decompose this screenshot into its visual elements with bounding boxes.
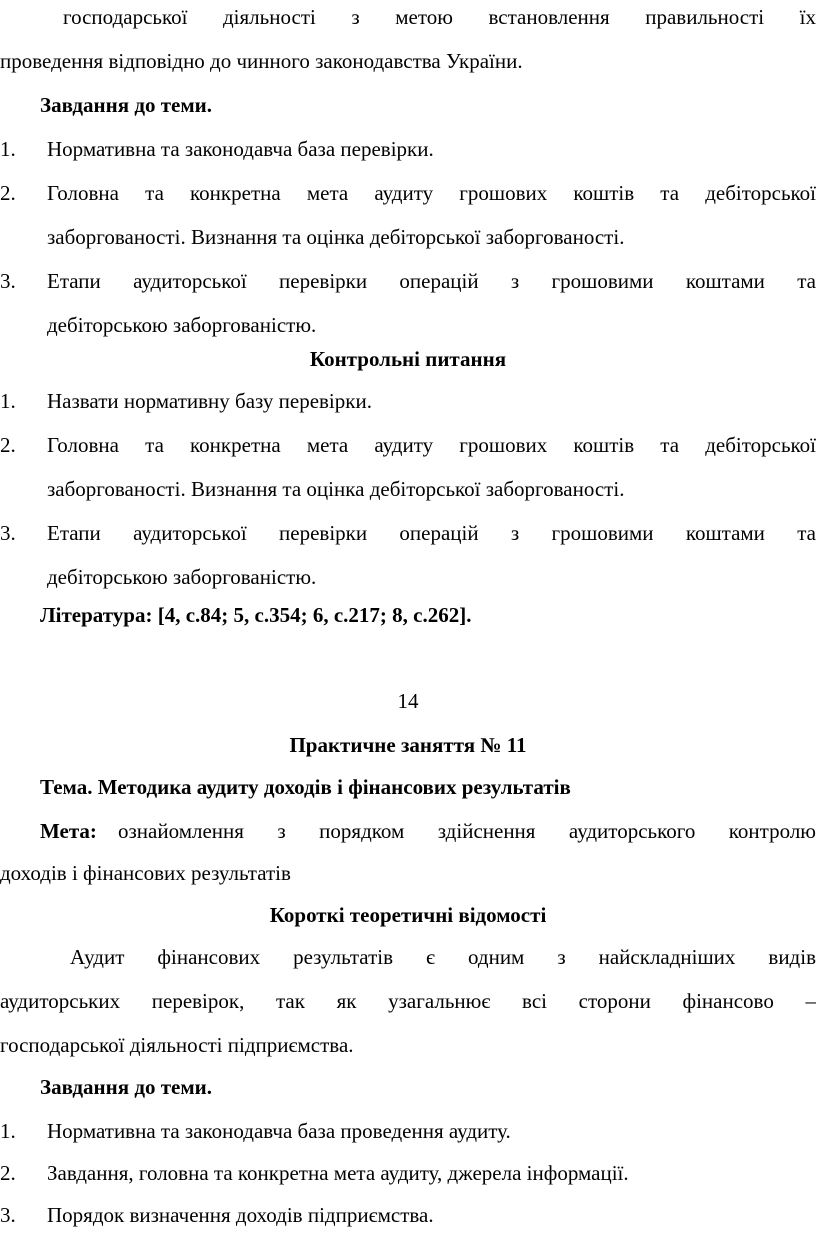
list-text: заборгованості. Визнання та оцінка дебіторської заборгованості. (47, 225, 625, 249)
list-number: 2. (0, 433, 16, 457)
tasks-heading: Завдання до теми. (40, 1075, 212, 1099)
list-item-continuation (0, 474, 816, 504)
paragraph-line: доходів і фінансових результатів (0, 861, 291, 885)
list-item (0, 386, 816, 416)
list-text: Головна та конкретна мета аудиту грошових коштів та дебіторської (47, 433, 816, 457)
goal-line (0, 816, 816, 846)
list-item (0, 178, 816, 208)
list-text: Завдання, головна та конкретна мета аудиту, джерела інформації. (47, 1161, 629, 1185)
list-item (0, 266, 816, 296)
list-item (0, 518, 816, 548)
control-heading: Контрольні питання (309, 347, 507, 371)
list-text: Порядок визначення доходів підприємства. (47, 1203, 434, 1227)
literature: Література: [4, с.84; 5, с.354; 6, с.217; 8, с.262]. (40, 603, 472, 627)
paragraph-line: аудиторських перевірок, так як узагальнює всі сторони фінансово – (0, 989, 816, 1013)
page-number: 14 (397, 689, 419, 713)
list-text: заборгованості. Визнання та оцінка дебіторської заборгованості. (47, 477, 625, 501)
list-text: дебіторською заборгованістю. (47, 565, 317, 589)
list-item (0, 1200, 816, 1230)
list-number: 1. (0, 1119, 16, 1143)
list-item-continuation (0, 222, 816, 252)
list-number: 2. (0, 1161, 16, 1185)
list-text: Назвати нормативну базу перевірки. (47, 389, 372, 413)
paragraph-line: господарської діяльності підприємства. (0, 1033, 354, 1057)
lesson-title: Практичне заняття № 11 (289, 733, 527, 757)
goal-text: ознайомлення з порядком здійснення аудиторського контролю (118, 819, 816, 843)
list-number: 3. (0, 521, 16, 545)
list-number: 3. (0, 269, 16, 293)
list-item (0, 134, 816, 164)
paragraph-line: Аудит фінансових результатів є одним з найскладніших видів (70, 945, 816, 969)
theory-heading: Короткі теоретичні відомості (269, 903, 547, 927)
list-text: Етапи аудиторської перевірки операцій з грошовими коштами та (47, 269, 816, 293)
paragraph-line: господарської діяльності з метою встановлення правильності їх (63, 5, 816, 29)
list-number: 2. (0, 181, 16, 205)
list-item-continuation (0, 310, 816, 340)
tasks-heading: Завдання до теми. (40, 93, 212, 117)
list-item-continuation (0, 562, 816, 592)
list-text: Нормативна та законодавча база перевірки. (47, 137, 434, 161)
list-item (0, 430, 816, 460)
paragraph-line: проведення відповідно до чинного законодавства України. (0, 49, 523, 73)
list-text: Етапи аудиторської перевірки операцій з грошовими коштами та (47, 521, 816, 545)
list-number: 1. (0, 389, 16, 413)
topic: Тема. Методика аудиту доходів і фінансових результатів (40, 775, 571, 799)
list-number: 3. (0, 1203, 16, 1227)
list-text: Головна та конкретна мета аудиту грошових коштів та дебіторської (47, 181, 816, 205)
goal-label: Мета: (40, 819, 97, 843)
list-number: 1. (0, 137, 16, 161)
list-text: дебіторською заборгованістю. (47, 313, 317, 337)
list-text: Нормативна та законодавча база проведення аудиту. (47, 1119, 511, 1143)
list-item (0, 1116, 816, 1146)
list-item (0, 1158, 816, 1188)
